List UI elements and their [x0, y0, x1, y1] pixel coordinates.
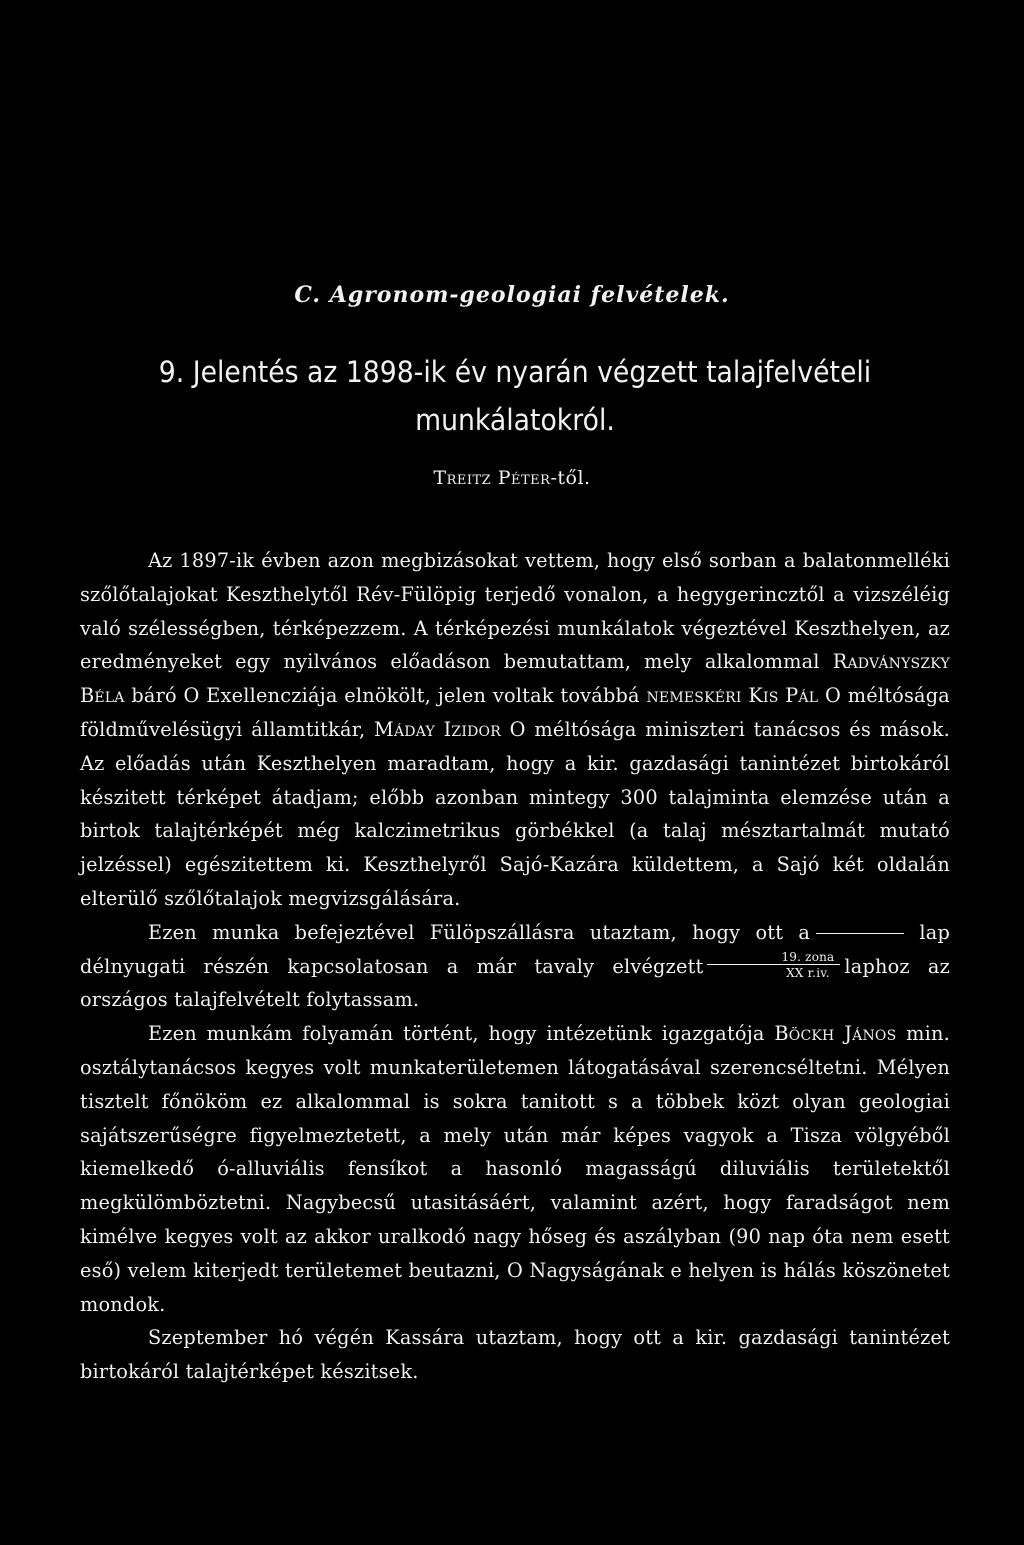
author-byline — [0, 467, 1024, 489]
paragraph-1 — [80, 544, 950, 916]
paragraph-1-text-2: báró O Exellencziája elnökölt, jelen voltak továbbá — [124, 684, 647, 708]
fraction-numerator: 19. zona — [707, 951, 840, 965]
paragraph-2 — [80, 916, 950, 1017]
person-name-radvanszky: Radványszky Béla — [80, 650, 950, 708]
report-title-line-2: munkálatokról. — [415, 403, 615, 437]
paragraph-4 — [80, 1321, 950, 1389]
author-name: Treitz Péter — [433, 467, 551, 489]
paragraph-2-text-1: Ezen munka befejeztével Fülöpszállásra utaztam, hogy ott a — [148, 920, 811, 944]
report-title-line-1: 9. Jelentés az 1898-ik év nyarán végzett talajfelvételi — [158, 355, 872, 389]
map-sheet-fraction — [707, 951, 840, 979]
body-text — [80, 544, 950, 1389]
person-name-bockh: Böckh János — [774, 1022, 897, 1046]
fraction-denominator: XX r.iv. — [786, 965, 830, 980]
paragraph-1-text-1: Az 1897-ik évben azon megbizásokat vettem, hogy első sorban a balatonmelléki szőlőtalajokat Keszthelytől Rév-Fülöpig terjedő vonalon, a hegygerincztől a vizszéléig való szélességben, térképezzem. A térképezési munkálatok végeztével Keszthelyen, az eredményeket egy nyilvános előadáson bemutattam, mely alkalommal — [80, 549, 950, 674]
person-name-kis-pal: nemeskéri Kis Pál — [646, 684, 819, 708]
paragraph-3 — [80, 1017, 950, 1321]
paragraph-1-text-4: O méltósága miniszteri tanácsos és mások. Az előadás után Keszthelyen maradtam, hogy a kir. gazdasági tanintézet birtokáról készitett térképet átadjam; előbb azonban mintegy 300 talajminta elemzése után a birtok talajtérképét még kalczimetrikus görbékkel (a talaj mésztartalmát mutató jelzéssel) egészitettem ki. Keszthelyről Sajó-Kazára küldettem, a Sajó két oldalán elterülő szőlőtalajok megvizsgálására. — [80, 717, 950, 910]
person-name-maday: Máday Izidor — [374, 717, 501, 741]
author-suffix: -től. — [550, 467, 591, 489]
report-title — [115, 348, 915, 444]
paragraph-2-text-3: laphoz az országos talajfelvételt folytassam. — [80, 954, 950, 1012]
section-heading: C. Agronom-geologiai felvételek. — [294, 282, 730, 308]
paragraph-4-text-1: Szeptember hó végén Kassára utaztam, hogy ott a kir. gazdasági tanintézet birtokáról talajtérképet készitsek. — [80, 1326, 950, 1384]
paragraph-3-text-2: min. osztálytanácsos kegyes volt munkaterületemen látogatásával szerencséltetni. Mélyen tisztelt főnököm ez alkalommal is sokra tanitott s a többek közt olyan geologiai sajátszerűségre figyelmeztetett, a mely után már képes vagyok a Tisza völgyéből kiemelkedő ó-alluviális fensíkot a hasonló magasságú diluviális területektől megkülömböztetni. Nagybecsű utasitásáért, valamint azért, hogy faradságot nem kimélve kegyes volt az akkor uralkodó nagy hőseg és aszályban (90 nap óta nem esett eső) velem kiterjedt területemet beutazni, O Nagyságának e helyen is hálás köszönetet mondok. — [80, 1022, 950, 1316]
paragraph-1-text-3: O méltósága földművelésügyi államtitkár, — [80, 684, 950, 741]
paragraph-2-text-2: lap délnyugati részén kapcsolatosan a már tavaly elvégzett — [80, 920, 950, 978]
paragraph-3-text-1: Ezen munkám folyamán történt, hogy intézetünk igazgatója — [148, 1022, 775, 1046]
blank-dash-line — [816, 933, 904, 934]
